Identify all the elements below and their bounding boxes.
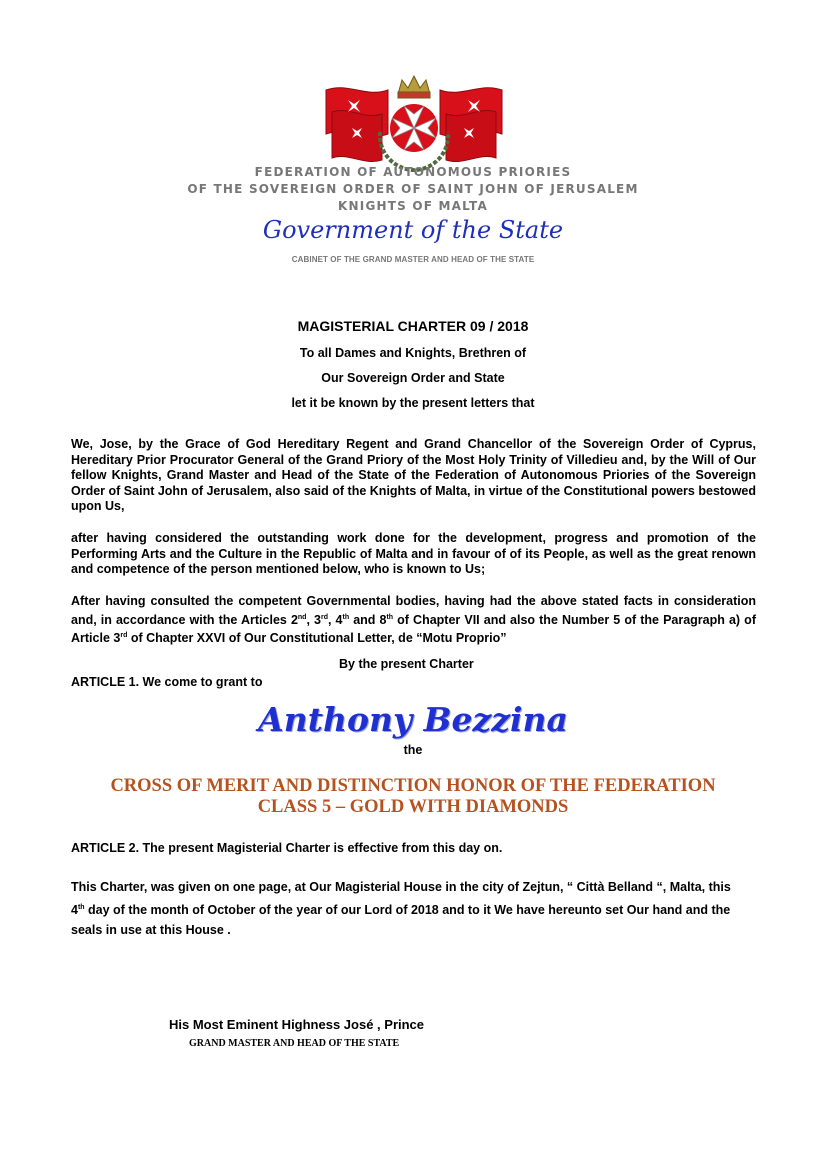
article-1: ARTICLE 1. We come to grant to	[71, 675, 263, 689]
preamble-paragraph: We, Jose, by the Grace of God Hereditary Regent and Grand Chancellor of the Sovereign Order of Cyprus, Hereditary Prior Procurator General of the Grand Priory of the Most Holy Trinity of Villedieu and, by the Will of Our fellow Knights, Grand Master and Head of the State of the Federation of Autonomous Priories of the Sovereign Order of Saint John of Jerusalem, also said of the Knights of Malta, in virtue of the Constitutional powers bestowed upon Us,	[71, 437, 756, 513]
org-name-line3: KNIGHTS OF MALTA	[338, 199, 488, 213]
org-name-line2: OF THE SOVEREIGN ORDER OF SAINT JOHN OF JERUSALEM	[187, 182, 639, 196]
consultation-paragraph: After having consulted the competent Governmental bodies, having had the above stated facts in consideration and, in accordance with the Articles 2nd, 3rd, 4th and 8th of Chapter VII and also the Number 5 of the Paragraph a) of Article 3rd of Chapter XXVI of Our Constitutional Letter, de “Motu Proprio”	[71, 594, 756, 646]
closing-paragraph: This Charter, was given on one page, at Our Magisterial House in the city of Zejtun, “ Città Belland “, Malta, this 4th day of the month of October of the year of our Lord of 2018 and to it We have hereunto set Our hand and the seals in use at this House .	[71, 880, 731, 938]
address-line2: Our Sovereign Order and State	[321, 371, 505, 385]
government-script-title: Government of the State	[262, 216, 564, 244]
address-line3: let it be known by the present letters that	[291, 396, 535, 410]
signatory-name: His Most Eminent Highness José , Prince	[169, 1017, 425, 1032]
charter-title: MAGISTERIAL CHARTER 09 / 2018	[297, 318, 529, 334]
article-2: ARTICLE 2. The present Magisterial Charter is effective from this day on.	[71, 841, 503, 855]
signatory-title: GRAND MASTER AND HEAD OF THE STATE	[189, 1038, 400, 1049]
org-name-line1: FEDERATION OF AUTONOMOUS PRIORIES	[254, 165, 572, 179]
honor-title-line2: CLASS 5 – GOLD WITH DIAMONDS	[257, 797, 569, 817]
considerations-paragraph: after having considered the outstanding work done for the development, progress and promotion of the Performing Arts and the Culture in the Republic of Malta and in favour of of its People, as well as the great renown and competence of the person mentioned below, who is known to Us;	[71, 531, 756, 576]
cabinet-subtitle: CABINET OF THE GRAND MASTER AND HEAD OF THE STATE	[291, 255, 535, 264]
by-present-charter: By the present Charter	[339, 657, 474, 671]
the-word: the	[403, 743, 423, 757]
honor-title-line1: CROSS OF MERIT AND DISTINCTION HONOR OF THE FEDERATION	[110, 776, 716, 796]
recipient-name: Anthony Bezzina	[258, 700, 568, 739]
address-line1: To all Dames and Knights, Brethren of	[299, 346, 527, 360]
coat-of-arms-emblem	[318, 72, 510, 174]
